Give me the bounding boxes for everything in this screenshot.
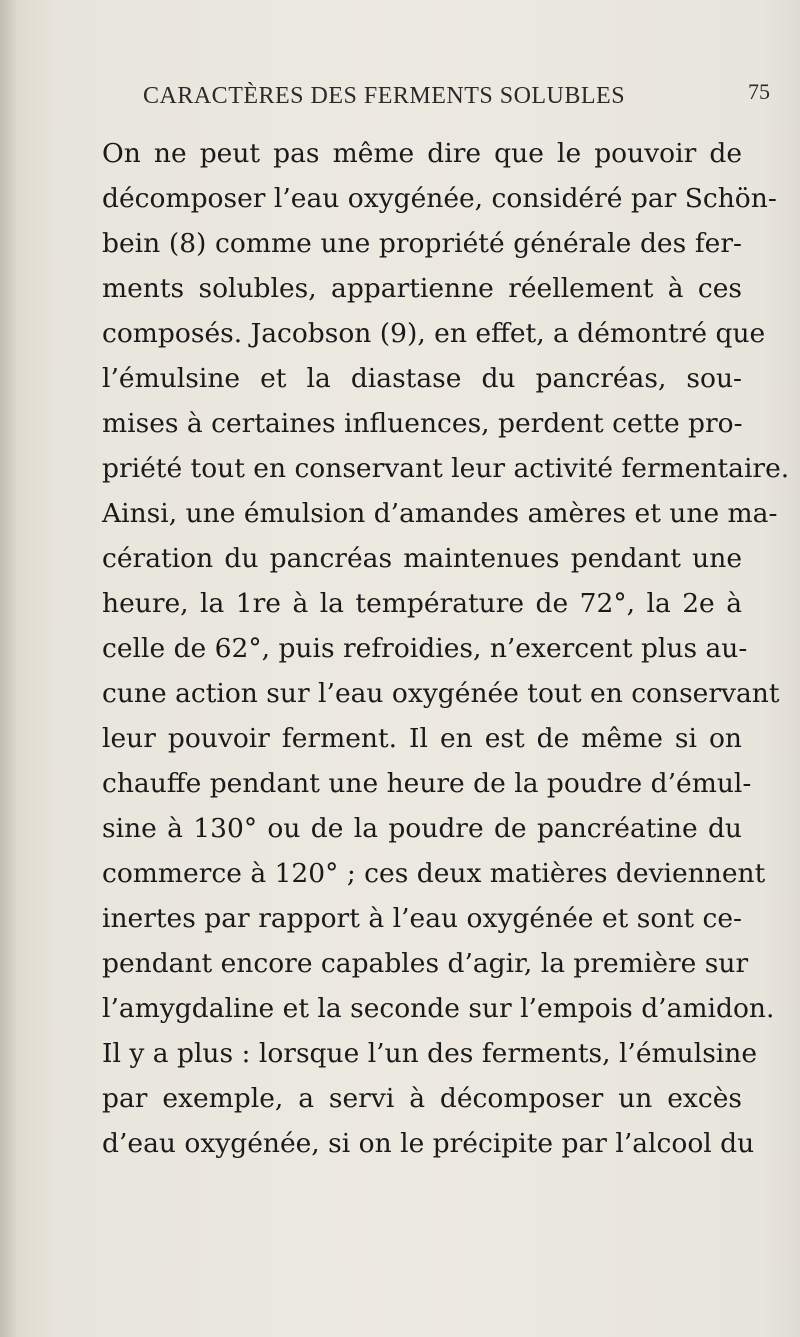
text-line: pendant encore capables d’agir, la première sur xyxy=(102,948,749,979)
text-line: mises à certaines influences, perdent cette pro- xyxy=(102,408,743,439)
text-line: cération du pancréas maintenues pendant une xyxy=(102,543,742,574)
text-line: heure, la 1re à la température de 72°, la 2e à xyxy=(102,588,742,619)
text-line: On ne peut pas même dire que le pouvoir de xyxy=(102,138,742,169)
text-line: leur pouvoir ferment. Il en est de même si on xyxy=(102,723,742,754)
text-line: d’eau oxygénée, si on le précipite par l’alcool du xyxy=(102,1128,755,1159)
text-line: Il y a plus : lorsque l’un des ferments, l’émulsine xyxy=(102,1038,758,1069)
page-gutter-shadow xyxy=(0,0,18,1337)
text-line: l’émulsine et la diastase du pancréas, sou- xyxy=(102,363,742,394)
text-line: priété tout en conservant leur activité fermentaire. xyxy=(102,453,790,484)
text-line: composés. Jacobson (9), en effet, a démontré que xyxy=(102,318,766,349)
text-line: chauffe pendant une heure de la poudre d’émul- xyxy=(102,768,752,799)
text-line: l’amygdaline et la seconde sur l’empois d’amidon. xyxy=(102,993,775,1024)
text-line: ments solubles, appartienne réellement à ces xyxy=(102,273,742,304)
text-line: cune action sur l’eau oxygénée tout en conservant xyxy=(102,678,780,709)
page-number: 75 xyxy=(748,79,770,104)
running-header xyxy=(0,79,800,115)
text-line: bein (8) comme une propriété générale des fer- xyxy=(102,228,742,259)
text-line: par exemple, a servi à décomposer un excès xyxy=(102,1083,742,1114)
text-line: commerce à 120° ; ces deux matières deviennent xyxy=(102,858,766,889)
text-line: inertes par rapport à l’eau oxygénée et sont ce- xyxy=(102,903,742,934)
text-line: celle de 62°, puis refroidies, n’exercent plus au- xyxy=(102,633,748,664)
running-title: CARACTÈRES DES FERMENTS SOLUBLES xyxy=(143,83,626,109)
text-line: décomposer l’eau oxygénée, considéré par Schön- xyxy=(102,183,777,214)
text-line: Ainsi, une émulsion d’amandes amères et une ma- xyxy=(102,498,778,529)
text-line: sine à 130° ou de la poudre de pancréatine du xyxy=(102,813,742,844)
body-text xyxy=(102,131,790,1166)
